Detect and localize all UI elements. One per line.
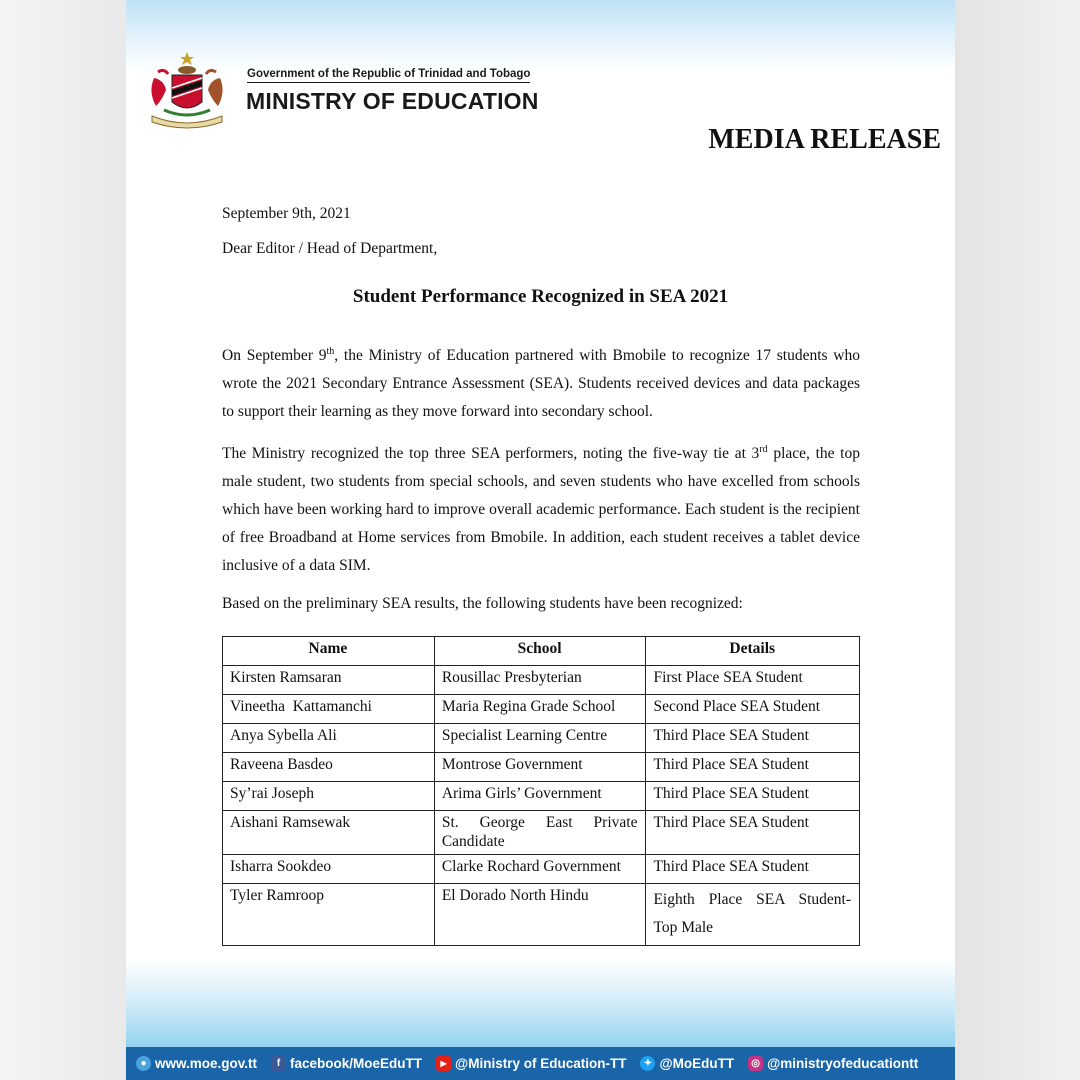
student-school: Specialist Learning Centre <box>434 724 646 753</box>
release-headline: Student Performance Recognized in SEA 2021 <box>352 286 729 307</box>
salutation: Dear Editor / Head of Department, <box>222 240 438 257</box>
release-date: September 9th, 2021 <box>222 205 351 222</box>
twitter-icon: ✦ <box>640 1056 655 1071</box>
footer-website[interactable] <box>136 1056 257 1071</box>
student-school: St. George East Private <box>441 814 638 831</box>
table-row <box>223 753 860 782</box>
student-school: El Dorado North Hindu <box>434 884 646 946</box>
footer-instagram[interactable] <box>748 1056 918 1071</box>
student-name: Isharra Sookdeo <box>223 855 435 884</box>
student-name: Vineetha Kattamanchi <box>223 695 435 724</box>
student-school: Clarke Rochard Government <box>434 855 646 884</box>
paragraph-2-sup: rd <box>759 444 768 455</box>
table-intro: Based on the preliminary SEA results, the following students have been recognized: <box>222 595 743 612</box>
student-details: Third Place SEA Student <box>646 782 860 811</box>
coat-of-arms-icon <box>142 50 232 134</box>
paragraph-1-sup: th <box>326 346 335 357</box>
footer-facebook[interactable] <box>271 1056 422 1071</box>
student-details: Third Place SEA Student <box>646 855 860 884</box>
column-header-name: Name <box>223 637 435 666</box>
instagram-icon: ◎ <box>748 1056 763 1071</box>
paragraph-1-rest: , the Ministry of Education partnered with Bmobile to recognize 17 students who wrote the 2021 Secondary Entrance Assessment (SEA). Students received devices and data packages to support their learning as they move forward into secondary school. <box>222 347 860 421</box>
table-row <box>223 855 860 884</box>
instagram-link[interactable]: @ministryofeducationtt <box>767 1056 919 1071</box>
student-details: Second Place SEA Student <box>646 695 860 724</box>
column-header-school: School <box>434 637 646 666</box>
student-details-cell <box>646 884 860 946</box>
student-school-line-2: Candidate <box>441 833 505 850</box>
student-name: Tyler Ramroop <box>223 884 435 946</box>
paragraph-1 <box>222 338 860 426</box>
student-details: Third Place SEA Student <box>646 811 860 855</box>
footer-twitter[interactable] <box>640 1056 734 1071</box>
facebook-link[interactable]: facebook/MoeEduTT <box>290 1056 423 1071</box>
government-line: Government of the Republic of Trinidad and Tobago <box>247 68 530 83</box>
student-name: Anya Sybella Ali <box>223 724 435 753</box>
student-name: Raveena Basdeo <box>223 753 435 782</box>
student-name: Sy’rai Joseph <box>223 782 435 811</box>
column-header-details: Details <box>646 637 860 666</box>
youtube-icon: ▶ <box>436 1056 451 1071</box>
youtube-link[interactable]: @Ministry of Education-TT <box>455 1056 627 1071</box>
table-row <box>223 724 860 753</box>
left-blurred-edge <box>0 0 126 1080</box>
student-name: Aishani Ramsewak <box>223 811 435 855</box>
media-release-document <box>126 0 955 1080</box>
footer-contact-bar <box>126 1047 955 1080</box>
student-details-line-2: Top Male <box>653 919 714 936</box>
table-row <box>223 811 860 855</box>
student-details: First Place SEA Student <box>646 666 860 695</box>
ministry-title: MINISTRY OF EDUCATION <box>246 88 539 114</box>
globe-icon: ● <box>136 1056 151 1071</box>
student-school: Arima Girls’ Government <box>434 782 646 811</box>
media-release-title: MEDIA RELEASE <box>708 124 941 155</box>
twitter-link[interactable]: @MoEduTT <box>659 1056 735 1071</box>
table-header-row <box>223 637 860 666</box>
student-school-cell <box>434 811 646 855</box>
paragraph-2-start: The Ministry recognized the top three SEA performers, noting the five-way tie at 3 <box>222 445 760 463</box>
table-row <box>223 695 860 724</box>
student-name: Kirsten Ramsaran <box>223 666 435 695</box>
footer-youtube[interactable] <box>436 1056 626 1071</box>
paragraph-2-rest: place, the top male student, two students from special schools, and seven students who have excelled from schools which have been working hard to improve overall academic performance. Each student is the recipient of free Broadband at Home services from Bmobile. In addition, each student receives a tablet device inclusive of a data SIM. <box>222 445 860 575</box>
right-blurred-edge <box>954 0 1080 1080</box>
student-details: Third Place SEA Student <box>646 753 860 782</box>
top-wave-decoration <box>126 0 955 70</box>
paragraph-2 <box>222 436 860 580</box>
student-details: Third Place SEA Student <box>646 724 860 753</box>
student-school: Montrose Government <box>434 753 646 782</box>
website-link[interactable]: www.moe.gov.tt <box>155 1056 258 1071</box>
students-table <box>222 636 860 946</box>
facebook-icon: f <box>271 1056 286 1071</box>
table-row <box>223 666 860 695</box>
paragraph-1-start: On September 9 <box>222 347 327 365</box>
student-details: Eighth Place SEA Student- <box>653 891 851 908</box>
table-row <box>223 782 860 811</box>
student-school: Rousillac Presbyterian <box>434 666 646 695</box>
table-row <box>223 884 860 946</box>
bottom-wave-decoration <box>126 960 955 1050</box>
student-school: Maria Regina Grade School <box>434 695 646 724</box>
